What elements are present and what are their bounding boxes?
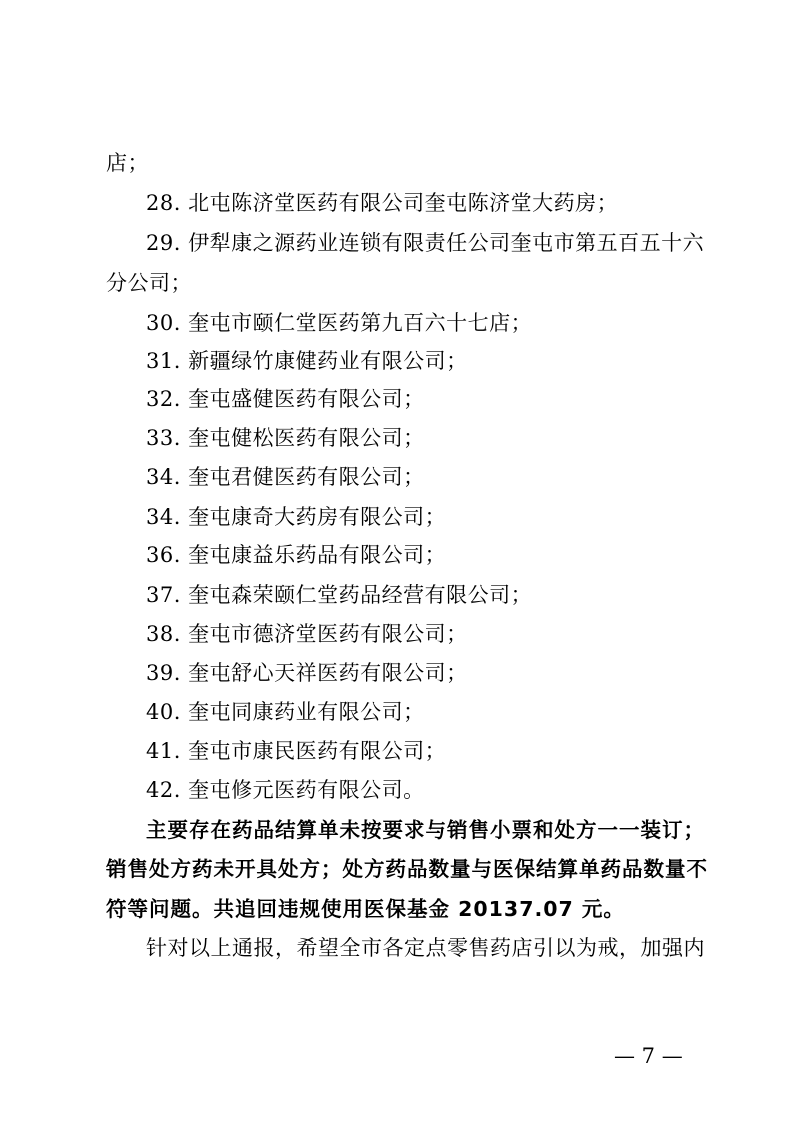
list-item-39: 39. 奎屯舒心天祥医药有限公司；	[146, 661, 468, 685]
list-item-42: 42. 奎屯修元医药有限公司。	[146, 778, 425, 802]
summary-line-2: 销售处方药未开具处方；处方药品数量与医保结算单药品数量不	[106, 857, 708, 881]
list-item-29-continuation: 分公司；	[106, 271, 192, 295]
list-item-34a: 34. 奎屯君健医药有限公司；	[146, 465, 425, 489]
page-number: — 7 —	[614, 1044, 683, 1068]
list-item-34b: 34. 奎屯康奇大药房有限公司；	[146, 505, 447, 529]
list-item-29: 29. 伊犁康之源药业连锁有限责任公司奎屯市第五百五十六	[146, 231, 705, 255]
list-item-31: 31. 新疆绿竹康健药业有限公司；	[146, 349, 468, 373]
summary-line-3: 符等问题。共追回违规使用医保基金 20137.07 元。	[106, 897, 625, 921]
list-item-28: 28. 北屯陈济堂医药有限公司奎屯陈济堂大药房；	[146, 191, 619, 215]
closing-paragraph: 针对以上通报，希望全市各定点零售药店引以为戒，加强内	[146, 936, 705, 960]
text-line-continuation: 店；	[106, 151, 149, 175]
summary-line-1: 主要存在药品结算单未按要求与销售小票和处方一一装订；	[146, 818, 705, 842]
list-item-32: 32. 奎屯盛健医药有限公司；	[146, 387, 425, 411]
list-item-37: 37. 奎屯森荣颐仁堂药品经营有限公司；	[146, 583, 533, 607]
list-item-40: 40. 奎屯同康药业有限公司；	[146, 700, 425, 724]
list-item-38: 38. 奎屯市德济堂医药有限公司；	[146, 622, 468, 646]
list-item-36: 36. 奎屯康益乐药品有限公司；	[146, 543, 447, 567]
list-item-41: 41. 奎屯市康民医药有限公司；	[146, 739, 447, 763]
list-item-33: 33. 奎屯健松医药有限公司；	[146, 426, 425, 450]
list-item-30: 30. 奎屯市颐仁堂医药第九百六十七店；	[146, 311, 533, 335]
